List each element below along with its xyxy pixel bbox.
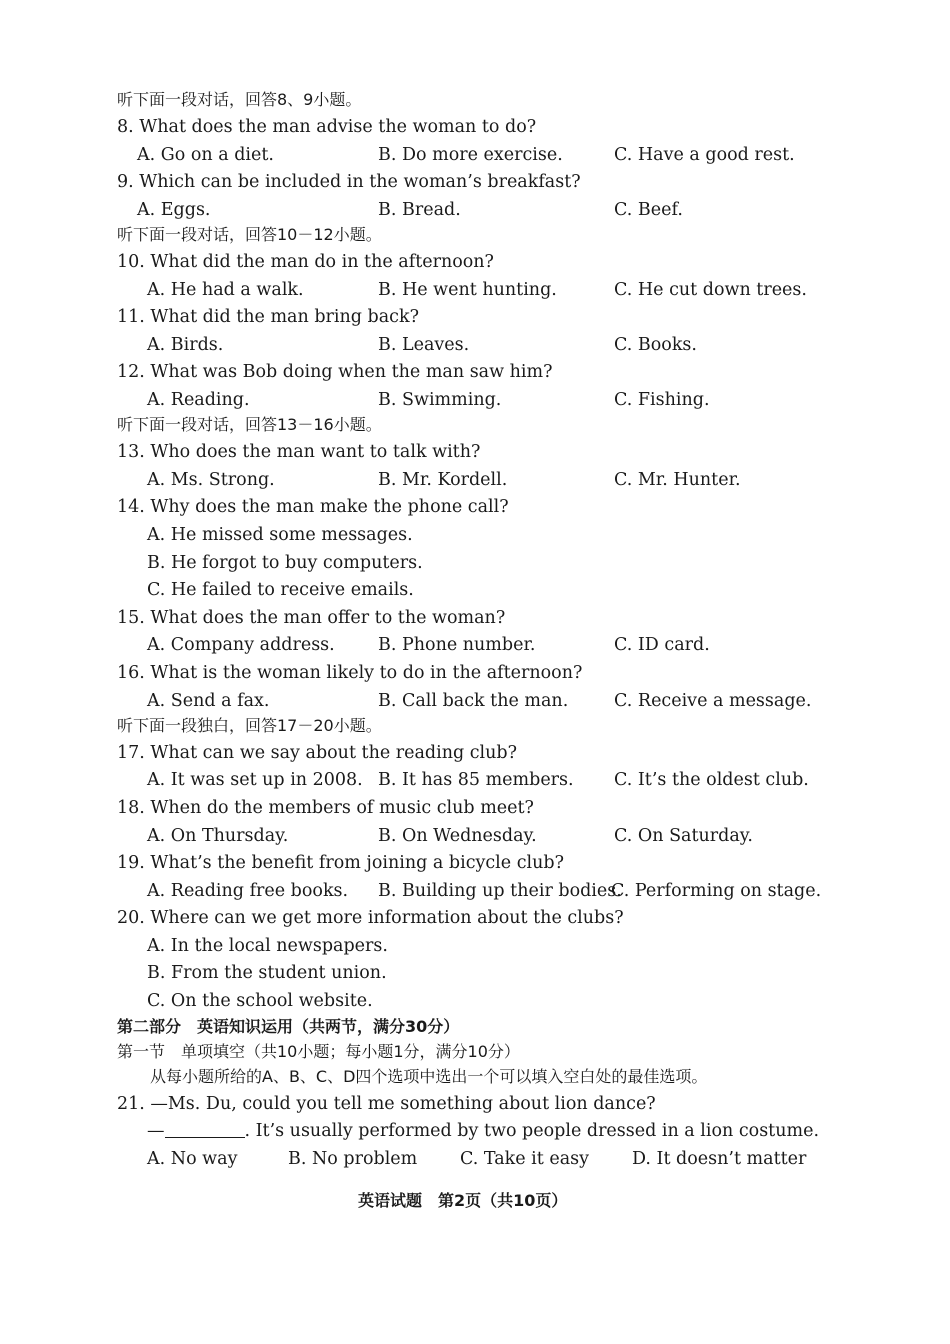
option-c[interactable]: C. Receive a message. [614, 691, 812, 711]
option-a[interactable]: A. No way [147, 1149, 238, 1169]
page-footer: 英语试题 第2页（共10页） [358, 1191, 568, 1210]
options-17 [0, 766, 950, 794]
options-21 [0, 1145, 950, 1173]
option-a[interactable]: A. Eggs. [137, 200, 211, 220]
question-11: 11. What did the man bring back? [117, 307, 419, 327]
question-16: 16. What is the woman likely to do in the afternoon? [117, 663, 583, 683]
options-11 [0, 331, 950, 359]
question-15: 15. What does the man offer to the woman? [117, 608, 506, 628]
option-14a[interactable]: A. He missed some messages. [147, 525, 413, 545]
option-c[interactable]: C. Beef. [614, 200, 683, 220]
subsection-instruction: 从每小题所给的A、B、C、D四个选项中选出一个可以填入空白处的最佳选项。 [150, 1067, 708, 1086]
option-a[interactable]: A. Reading free books. [147, 881, 349, 901]
options-8 [0, 141, 950, 169]
question-21-reply: — . It’s usually performed by two people dressed in a lion costume. [147, 1121, 820, 1141]
option-a[interactable]: A. Go on a diet. [137, 145, 274, 165]
section-instruction: 听下面一段对话，回答10－12小题。 [117, 225, 382, 244]
answer-blank[interactable] [165, 1119, 245, 1138]
option-b[interactable]: B. Mr. Kordell. [378, 470, 508, 490]
option-c[interactable]: C. ID card. [614, 635, 710, 655]
options-13 [0, 466, 950, 494]
option-b[interactable]: B. Call back the man. [378, 691, 569, 711]
option-a[interactable]: A. Ms. Strong. [147, 470, 275, 490]
option-c[interactable]: C. It’s the oldest club. [614, 770, 809, 790]
question-17: 17. What can we say about the reading club? [117, 743, 518, 763]
options-10 [0, 276, 950, 304]
option-b[interactable]: B. No problem [288, 1149, 418, 1169]
option-b[interactable]: B. Phone number. [378, 635, 536, 655]
question-9: 9. Which can be included in the woman’s breakfast? [117, 172, 581, 192]
option-20c[interactable]: C. On the school website. [147, 991, 373, 1011]
question-21: 21. —Ms. Du, could you tell me something about lion dance? [117, 1094, 656, 1114]
options-18 [0, 822, 950, 850]
option-b[interactable]: B. Bread. [378, 200, 461, 220]
option-14b[interactable]: B. He forgot to buy computers. [147, 553, 423, 573]
question-13: 13. Who does the man want to talk with? [117, 442, 481, 462]
section-instruction: 听下面一段对话，回答13－16小题。 [117, 415, 382, 434]
option-a[interactable]: A. It was set up in 2008. [147, 770, 363, 790]
question-8: 8. What does the man advise the woman to do? [117, 117, 537, 137]
section-instruction: 听下面一段独白，回答17－20小题。 [117, 716, 382, 735]
option-a[interactable]: A. Reading. [147, 390, 250, 410]
option-c[interactable]: C. He cut down trees. [614, 280, 807, 300]
options-12 [0, 386, 950, 414]
part-heading: 第二部分 英语知识运用（共两节，满分30分） [117, 1017, 460, 1036]
option-d[interactable]: D. It doesn’t matter [632, 1149, 807, 1169]
options-19 [0, 877, 950, 905]
option-a[interactable]: A. On Thursday. [147, 826, 289, 846]
option-a[interactable]: A. Send a fax. [147, 691, 270, 711]
question-19: 19. What’s the benefit from joining a bicycle club? [117, 853, 564, 873]
option-a[interactable]: A. He had a walk. [147, 280, 304, 300]
option-b[interactable]: B. Leaves. [378, 335, 470, 355]
option-c[interactable]: C. Books. [614, 335, 697, 355]
option-c[interactable]: C. Have a good rest. [614, 145, 795, 165]
options-9 [0, 196, 950, 224]
option-c[interactable]: C. On Saturday. [614, 826, 753, 846]
option-20b[interactable]: B. From the student union. [147, 963, 387, 983]
question-20: 20. Where can we get more information about the clubs? [117, 908, 624, 928]
question-14: 14. Why does the man make the phone call? [117, 497, 509, 517]
question-18: 18. When do the members of music club meet? [117, 798, 534, 818]
option-b[interactable]: B. Swimming. [378, 390, 502, 410]
option-a[interactable]: A. Company address. [147, 635, 335, 655]
option-20a[interactable]: A. In the local newspapers. [147, 936, 388, 956]
question-12: 12. What was Bob doing when the man saw him? [117, 362, 553, 382]
option-c[interactable]: C. Mr. Hunter. [614, 470, 741, 490]
options-15 [0, 631, 950, 659]
option-c[interactable]: C. Take it easy [460, 1149, 590, 1169]
option-a[interactable]: A. Birds. [147, 335, 224, 355]
options-16 [0, 687, 950, 715]
subsection-heading: 第一节 单项填空（共10小题；每小题1分，满分10分） [117, 1042, 520, 1061]
option-b[interactable]: B. It has 85 members. [378, 770, 574, 790]
question-10: 10. What did the man do in the afternoon? [117, 252, 494, 272]
option-b[interactable]: B. On Wednesday. [378, 826, 537, 846]
option-14c[interactable]: C. He failed to receive emails. [147, 580, 414, 600]
section-instruction: 听下面一段对话，回答8、9小题。 [117, 90, 362, 109]
option-b[interactable]: B. He went hunting. [378, 280, 557, 300]
option-c[interactable]: C. Fishing. [614, 390, 710, 410]
option-c[interactable]: C. Performing on stage. [611, 881, 822, 901]
option-b[interactable]: B. Do more exercise. [378, 145, 563, 165]
option-b[interactable]: B. Building up their bodies. [378, 881, 622, 901]
